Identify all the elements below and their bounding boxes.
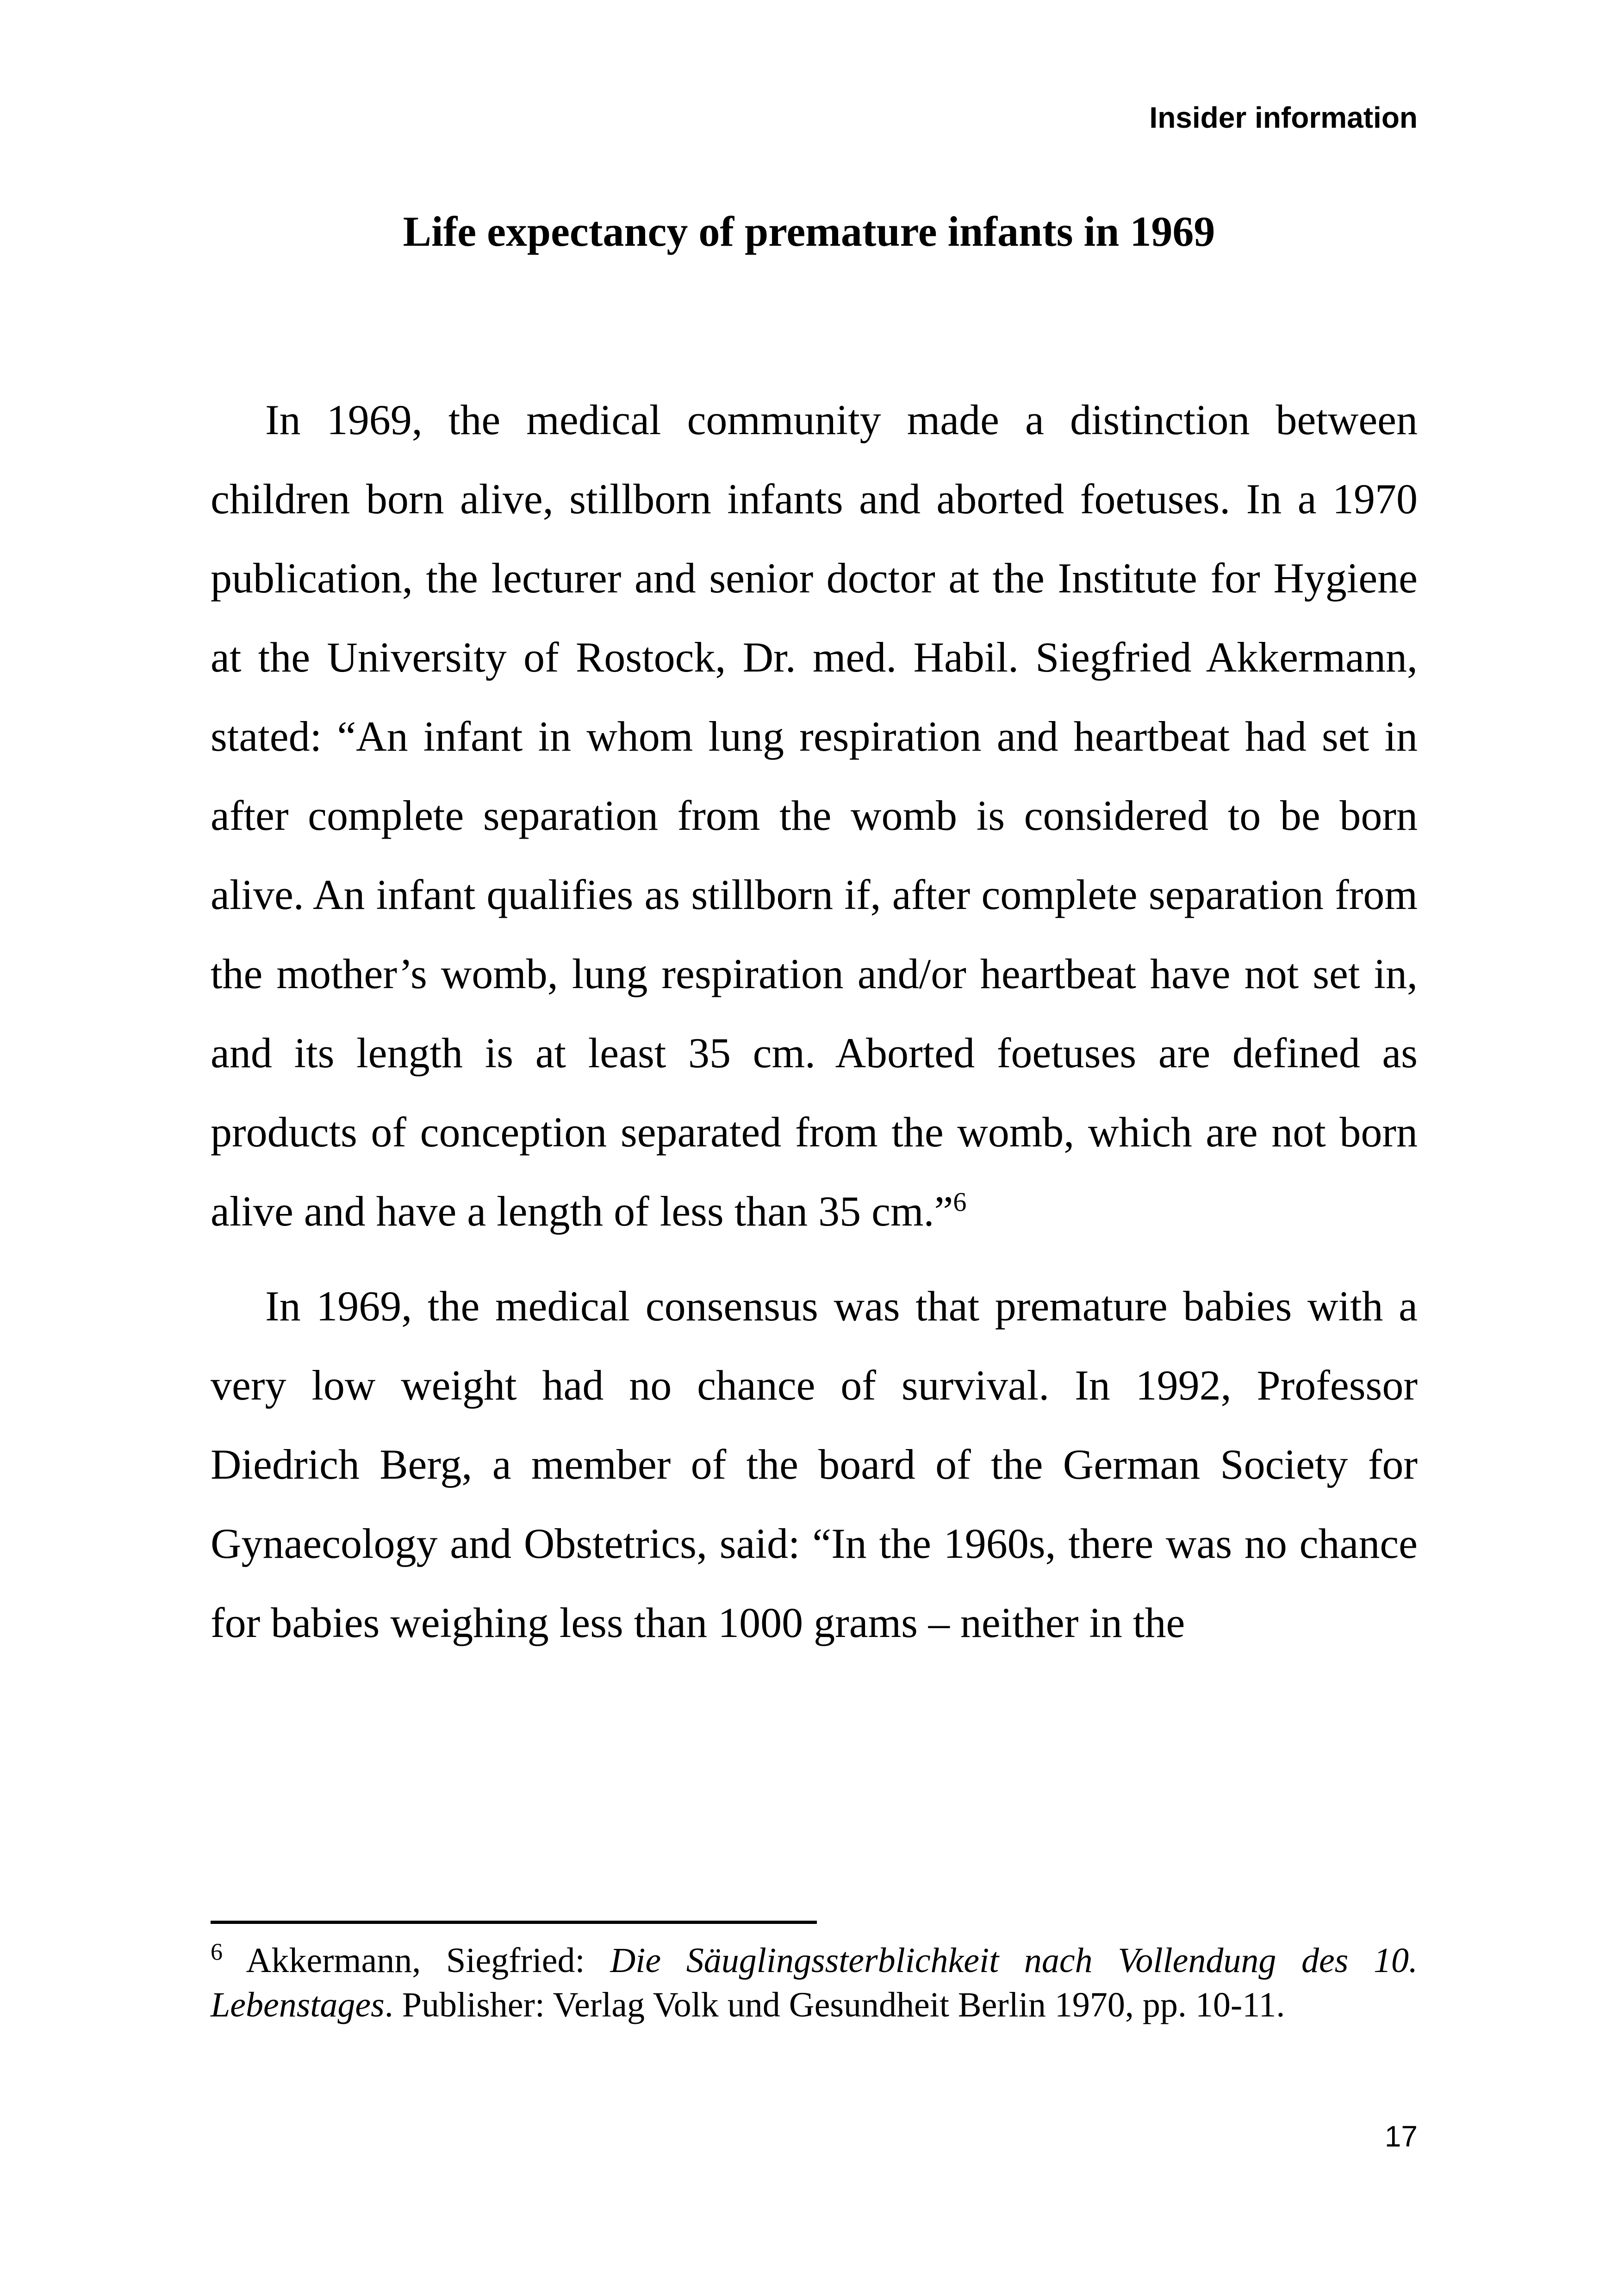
- chapter-title: Life expectancy of premature infants in 1969: [403, 208, 1215, 255]
- body-paragraph-text: In 1969, the medical consensus was that premature babies with a very low weight had no chance of survival. In 1992, Professor Diedrich Berg, a member of the board of the German Society for Gynaecology and Obstetrics, said: “In the 1960s, there was no chance for babies weighing less than 1000 grams – neither in the: [211, 1282, 1418, 1646]
- body-paragraph: [211, 380, 1418, 1251]
- footnote-number: 6: [211, 1939, 223, 1966]
- footnote-author: Akkermann, Siegfried:: [246, 1941, 610, 1980]
- footnote-book-title: Die Säuglingssterblichkeit nach Vollendung des 10. Lebenstages: [211, 1941, 1418, 2024]
- page-number: 17: [1384, 2120, 1418, 2153]
- footnote-separator: [211, 1921, 817, 1924]
- footnote-publication-details: . Publisher: Verlag Volk und Gesundheit Berlin 1970, pp. 10-11.: [384, 1985, 1285, 2024]
- footnote: [211, 1938, 1418, 2027]
- footnote-reference[interactable]: 6: [953, 1187, 967, 1217]
- running-header: Insider information: [1149, 101, 1418, 134]
- body-text: [211, 380, 1418, 1678]
- body-paragraph-text: In 1969, the medical community made a distinction between children born alive, stillborn infants and aborted foetuses. In a 1970 publication, the lecturer and senior doctor at the Institute for Hygiene at the University of Rostock, Dr. med. Habil. Siegfried Akkermann, stated: “An infant in whom lung respiration and heartbeat had set in after complete separation from the womb is considered to be born alive. An infant qualifies as stillborn if, after complete separation from the mother’s womb, lung respiration and/or heartbeat have not set in, and its length is at least 35 cm. Aborted foetuses are defined as products of conception separated from the womb, which are not born alive and have a length of less than 35 cm.”: [211, 396, 1418, 1235]
- body-paragraph: [211, 1267, 1418, 1662]
